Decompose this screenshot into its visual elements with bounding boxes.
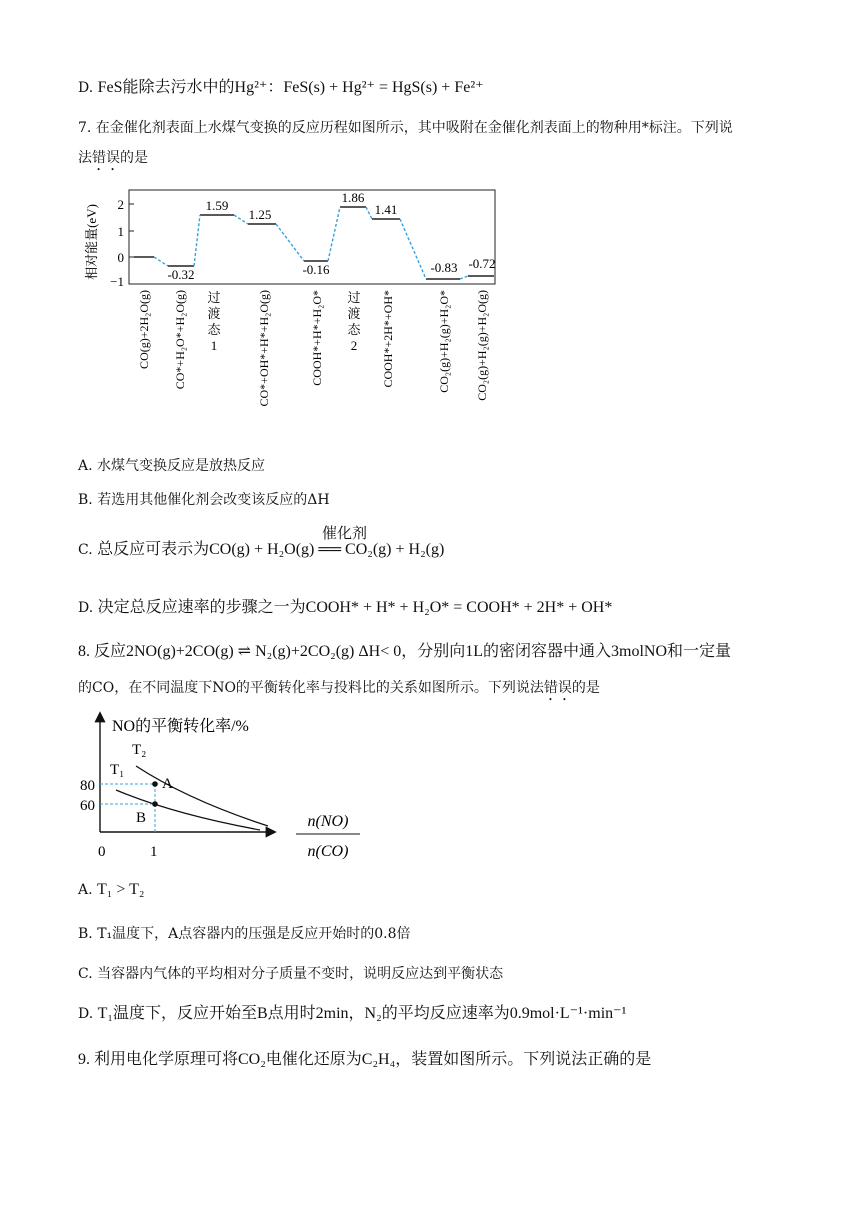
point-B — [152, 801, 158, 807]
value-label: 1.59 — [205, 198, 229, 213]
svg-text:渡: 渡 — [347, 306, 361, 321]
ytick-0: 0 — [117, 250, 124, 265]
option-text: T₁温度下，反应开始至B点用时2min，N₂的平均反应速率为0.9mol·L⁻¹·min⁻¹ — [97, 1005, 627, 1022]
ts1-label: 过 — [207, 290, 221, 305]
label-B: B — [136, 810, 147, 826]
q7-stem-line2: 法错误的是 — [78, 150, 148, 166]
q7-option-c — [78, 540, 444, 560]
x-label-4: COOH*+H*+H₂O* — [310, 290, 324, 386]
ytick-1: 1 — [117, 224, 124, 239]
q6-option-d — [78, 78, 484, 98]
option-text: 决定总反应速率的步骤之一为COOH* + H* + H₂O* = COOH* + 2H* + OH* — [97, 599, 613, 616]
option-letter: D. — [78, 80, 94, 96]
svg-text:态: 态 — [347, 322, 361, 337]
label-A: A — [162, 776, 173, 792]
q8-option-c — [78, 964, 503, 984]
value-label: -0.32 — [167, 267, 195, 282]
origin-label: 0 — [98, 844, 106, 860]
q9-stem: 9. 利用电化学原理可将CO₂电催化还原为C₂H₄，装置如图所示。下列说法正确的是 — [78, 1051, 652, 1068]
option-text: 当容器内气体的平均相对分子质量不变时，说明反应达到平衡状态 — [97, 966, 504, 982]
option-text: 水煤气变换反应是放热反应 — [97, 458, 266, 474]
x-label-0: CO(g)+2H₂O(g) — [137, 290, 151, 369]
q8-option-a — [78, 880, 144, 900]
q7-option-a — [78, 456, 265, 476]
ytick-80: 80 — [80, 778, 95, 794]
q8-option-d — [78, 1004, 626, 1024]
option-letter: B. — [78, 926, 93, 942]
value-label: -0.16 — [302, 262, 330, 277]
option-letter: A. — [78, 458, 93, 474]
q7-option-d — [78, 598, 612, 618]
q7-energy-chart — [76, 186, 506, 442]
x-label-8: CO₂(g)+H₂(g)+H₂O(g) — [475, 290, 489, 401]
point-A — [152, 781, 158, 787]
xlabel-numerator: n(NO) — [307, 813, 349, 830]
option-letter: C. — [78, 542, 93, 558]
q8-stem-line2: 的CO，在不同温度下NO的平衡转化率与投料比的关系如图所示。下列说法错误的是 — [78, 680, 600, 696]
q8-stem-line1: 8. 反应2NO(g)+2CO(g) ⇌ N₂(g)+2CO₂(g) ΔH< 0，分别向1L的密闭容器中通入3molNO和一定量 — [78, 643, 731, 660]
y-ticks — [110, 197, 134, 289]
q7-option-b — [78, 490, 330, 510]
option-text: 若选用其他催化剂会改变该反应的ΔH — [97, 492, 330, 508]
ytick-2: 2 — [117, 197, 124, 212]
option-text: 总反应可表示为CO(g) + H₂O(g) ══ CO₂(g) + H₂(g) — [97, 541, 445, 558]
q8-option-b — [78, 924, 411, 944]
xlabel-denominator: n(CO) — [307, 843, 349, 860]
catalyst-label: 催化剂 — [322, 524, 368, 542]
ts2-label: 过 — [347, 290, 361, 305]
x-label-6: COOH*+2H*+OH* — [381, 290, 395, 388]
option-letter: B. — [78, 492, 93, 508]
chart-ylabel: NO的平衡转化率/% — [112, 718, 249, 735]
option-letter: D. — [78, 1006, 94, 1022]
x-label-3: CO*+OH*+H*+H₂O(g) — [257, 290, 271, 407]
svg-text:2: 2 — [350, 338, 358, 353]
x-label-7: CO₂(g)+H₂(g)+H₂O* — [437, 290, 451, 393]
option-letter: C. — [78, 966, 93, 982]
svg-text:态: 态 — [207, 322, 221, 337]
value-label: 1.25 — [248, 207, 272, 222]
label-T1: T₁ — [110, 762, 125, 778]
q8-conversion-chart — [78, 708, 378, 868]
ytick-neg1: −1 — [110, 274, 124, 289]
svg-text:渡: 渡 — [207, 306, 221, 321]
ytick-60: 60 — [80, 798, 95, 814]
option-letter: D. — [78, 600, 94, 616]
value-label: 1.41 — [374, 202, 398, 217]
option-text: T₁ > T₂ — [97, 881, 145, 898]
option-text: FeS能除去污水中的Hg²⁺：FeS(s) + Hg²⁺ = HgS(s) + Fe²⁺ — [97, 79, 484, 96]
value-label: 1.86 — [341, 190, 365, 205]
svg-text:1: 1 — [210, 338, 218, 353]
label-T2: T₂ — [132, 742, 147, 758]
q7-stem-line1: 7. 在金催化剂表面上水煤气变换的反应历程如图所示，其中吸附在金催化剂表面上的物种用*标注。下列说 — [78, 120, 733, 136]
value-label: -0.72 — [468, 256, 496, 271]
value-label: -0.83 — [430, 260, 458, 275]
option-letter: A. — [78, 882, 93, 898]
x-label-1: CO*+H₂O*+H₂O(g) — [173, 290, 187, 390]
chart-ylabel: 相对能量(eV) — [84, 204, 99, 280]
option-text: T₁温度下，A点容器内的压强是反应开始时的0.8倍 — [97, 926, 411, 942]
xtick-1: 1 — [150, 844, 158, 860]
